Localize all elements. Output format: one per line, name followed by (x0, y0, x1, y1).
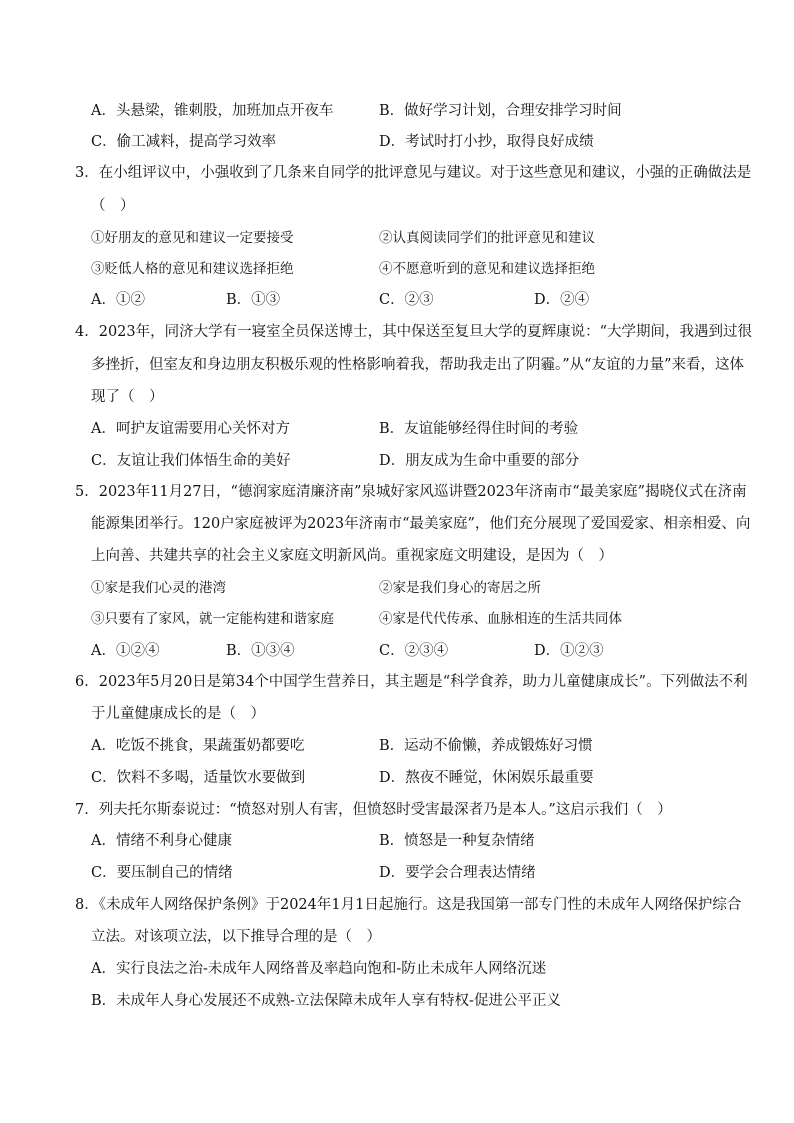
q3-option-d: D．②④ (534, 292, 590, 308)
q3-statement-3: ③贬低人格的意见和建议选择拒绝 (91, 261, 294, 277)
q5-option-d: D．①②③ (534, 643, 604, 659)
q2-option-a: A．头悬梁，锥刺股，加班加点开夜车 (91, 103, 334, 119)
q8-option-b: B．未成年人身心发展还不成熟-立法保障未成年人享有特权-促进公平正义 (91, 993, 561, 1009)
q7-option-c: C．要压制自己的情绪 (91, 865, 233, 881)
q4-stem-line-1: 4．2023年，同济大学有一寝室全员保送博士，其中保送至复旦大学的夏辉康说：“大学期间，我遇到过很 (75, 324, 753, 340)
q3-statement-1: ①好朋友的意见和建议一定要接受 (91, 230, 294, 246)
q6-option-a: A．吃饭不挑食，果蔬蛋奶都要吃 (91, 738, 305, 754)
q2-option-b: B．做好学习计划，合理安排学习时间 (379, 103, 622, 119)
q4-option-c: C．友谊让我们体悟生命的美好 (91, 453, 291, 469)
q4-option-d: D．朋友成为生命中重要的部分 (379, 453, 580, 469)
q5-statement-2: ②家是我们身心的寄居之所 (379, 580, 541, 596)
q6-stem-line-2: 于儿童健康成长的是（ ） (91, 706, 265, 722)
q4-stem-line-2: 多挫折，但室友和身边朋友积极乐观的性格影响着我，帮助我走出了阴霾。”从“友谊的力量”来看，这体 (91, 357, 744, 373)
q3-option-a: A．①② (91, 292, 145, 308)
q5-option-a: A．①②④ (91, 643, 160, 659)
q6-stem-line-1: 6．2023年5月20日是第34个中国学生营养日，其主题是“科学食养，助力儿童健康成长”。下列做法不利 (75, 674, 748, 690)
q3-statement-4: ④不愿意听到的意见和建议选择拒绝 (379, 261, 595, 277)
q6-option-b: B．运动不偷懒，养成锻炼好习惯 (379, 738, 593, 754)
q6-option-c: C．饮料不多喝，适量饮水要做到 (91, 770, 306, 786)
q4-option-a: A．呵护友谊需要用心关怀对方 (91, 421, 290, 437)
q5-option-c: C．②③④ (379, 643, 449, 659)
q8-stem-line-2: 立法。对该项立法，以下推导合理的是（ ） (91, 929, 381, 945)
q2-option-c: C．偷工减料，提高学习效率 (91, 134, 277, 150)
q3-option-b: B．①③ (226, 292, 281, 308)
q7-option-b: B．愤怒是一种复杂情绪 (379, 833, 535, 849)
q5-stem-line-3: 上向善、共建共享的社会主义家庭文明新风尚。重视家庭文明建设，是因为（ ） (91, 548, 613, 564)
q3-stem-cont: （ ） (91, 198, 135, 214)
q3-option-c: C．②③ (379, 292, 434, 308)
q7-option-d: D．要学会合理表达情绪 (379, 865, 536, 881)
q5-option-b: B．①③④ (226, 643, 295, 659)
q8-stem-line-1: 8．《未成年人网络保护条例》于2024年1月1日起施行。这是我国第一部专门性的未成年人网络保护综合 (75, 897, 742, 913)
q4-option-b: B．友谊能够经得住时间的考验 (379, 421, 579, 437)
q4-stem-line-3: 现了（ ） (91, 389, 164, 405)
q5-stem-line-1: 5．2023年11月27日，“德润家庭清廉济南”泉城好家风巡讲暨2023年济南市“最美家庭”揭晓仪式在济南 (75, 484, 747, 500)
q3-statement-2: ②认真阅读同学们的批评意见和建议 (379, 230, 595, 246)
q5-statement-4: ④家是代代传承、血脉相连的生活共同体 (379, 611, 622, 627)
q5-statement-3: ③只要有了家风，就一定能构建和谐家庭 (91, 611, 334, 627)
q6-option-d: D．熬夜不睡觉，休闲娱乐最重要 (379, 770, 594, 786)
q2-option-d: D．考试时打小抄，取得良好成绩 (379, 134, 594, 150)
q8-option-a: A．实行良法之治-未成年人网络普及率趋向饱和-防止未成年人网络沉迷 (91, 961, 547, 977)
q3-stem: 3．在小组评议中，小强收到了几条来自同学的批评意见与建议。对于这些意见和建议，小强的正确做法是 (75, 165, 752, 181)
q5-stem-line-2: 能源集团举行。120户家庭被评为2023年济南市“最美家庭”，他们充分展现了爱国爱家、相亲相爱、向 (91, 516, 751, 532)
q7-stem: 7．列夫托尔斯泰说过：“愤怒对别人有害，但愤怒时受害最深者乃是本人。”这启示我们（ ） (75, 802, 672, 818)
q7-option-a: A．情绪不利身心健康 (91, 833, 232, 849)
q5-statement-1: ①家是我们心灵的港湾 (91, 580, 226, 596)
